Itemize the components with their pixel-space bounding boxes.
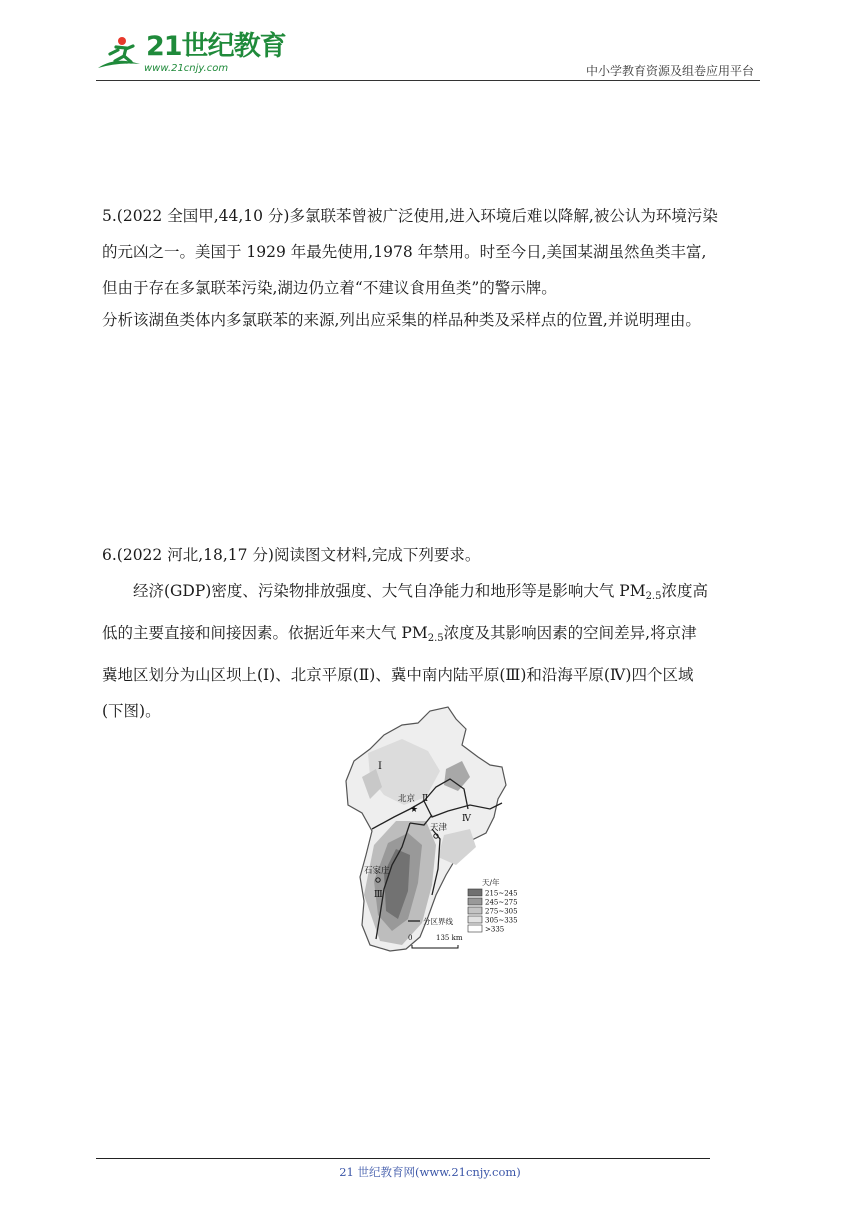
region-label-2: Ⅱ — [422, 794, 429, 804]
legend-swatch — [468, 907, 482, 914]
region-label-4: Ⅳ — [462, 814, 471, 824]
scale-zero: 0 — [408, 934, 413, 942]
legend-label: 305~335 — [485, 916, 518, 925]
q5-line-4: 分析该湖鱼类体内多氯联苯的来源,列出应采集的样品种类及采样点的位置,并说明理由。 — [102, 311, 701, 329]
city-label-tianjin: 天津 — [430, 823, 448, 833]
q6-title: 6.(2022 河北,18,17 分)阅读图文材料,完成下列要求。 — [102, 546, 481, 564]
scale-bar — [412, 945, 458, 948]
question-5-task — [102, 302, 762, 338]
footer-text: 21 世纪教育网(www.21cnjy.com) — [339, 1165, 521, 1179]
q6-line-3: 冀地区划分为山区坝上(Ⅰ)、北京平原(Ⅱ)、冀中南内陆平原(Ⅲ)和沿海平原(Ⅳ)四个区域 — [102, 666, 694, 684]
city-label-beijing: 北京 — [398, 794, 416, 804]
q6-line-1a: 经济(GDP)密度、污染物排放强度、大气自净能力和地形等是影响大气 PM — [133, 582, 646, 600]
q6-line-2a: 低的主要直接和间接因素。依据近年来大气 PM — [102, 624, 428, 642]
capital-star-icon: ★ — [410, 805, 419, 815]
legend-swatch — [468, 916, 482, 923]
logo-text: 21世纪教育 — [146, 31, 286, 62]
legend-label: >335 — [485, 925, 505, 934]
jingjinji-pm25-map — [340, 705, 526, 955]
q6-line-1 — [102, 573, 762, 615]
q6-line-1b: 浓度高 — [661, 582, 708, 600]
city-label-shijiazhuang: 石家庄 — [364, 866, 390, 876]
scale-label: 135 km — [436, 934, 463, 942]
q5-line-3: 但由于存在多氯联苯污染,湖边仍立着“不建议食用鱼类”的警示牌。 — [102, 279, 557, 297]
legend — [468, 889, 518, 934]
q6-line-4: (下图)。 — [102, 702, 161, 720]
platform-name: 中小学教育资源及组卷应用平台 — [585, 64, 754, 78]
page-header — [96, 30, 760, 80]
pm-subscript: 2.5 — [427, 633, 444, 644]
pm-subscript: 2.5 — [645, 591, 662, 602]
legend-swatch — [468, 889, 482, 896]
question-6 — [102, 537, 762, 729]
footer-rule — [96, 1158, 710, 1159]
q5-line-1: 5.(2022 全国甲,44,10 分)多氯联苯曾被广泛使用,进入环境后难以降解,被公认为环境污染 — [102, 207, 718, 225]
legend-label: 245~275 — [485, 898, 518, 907]
region-label-1: Ⅰ — [378, 761, 382, 772]
question-5 — [102, 198, 762, 306]
runner-logo-icon — [96, 34, 142, 74]
q6-line-2 — [102, 615, 762, 657]
header-rule — [96, 80, 760, 81]
legend-swatch — [468, 898, 482, 905]
boundary-legend-label: 分区界线 — [423, 917, 453, 926]
q5-line-2: 的元凶之一。美国于 1929 年最先使用,1978 年禁用。时至今日,美国某湖虽然鱼类丰富, — [102, 243, 707, 261]
region-label-3: Ⅲ — [374, 890, 383, 900]
logo-url: www.21cnjy.com — [144, 63, 229, 74]
legend-swatch — [468, 925, 482, 932]
legend-label: 215~245 — [485, 889, 518, 898]
q6-line-2b: 浓度及其影响因素的空间差异,将京津 — [443, 624, 697, 642]
legend-title: 天/年 — [482, 878, 500, 887]
legend-label: 275~305 — [485, 907, 518, 916]
